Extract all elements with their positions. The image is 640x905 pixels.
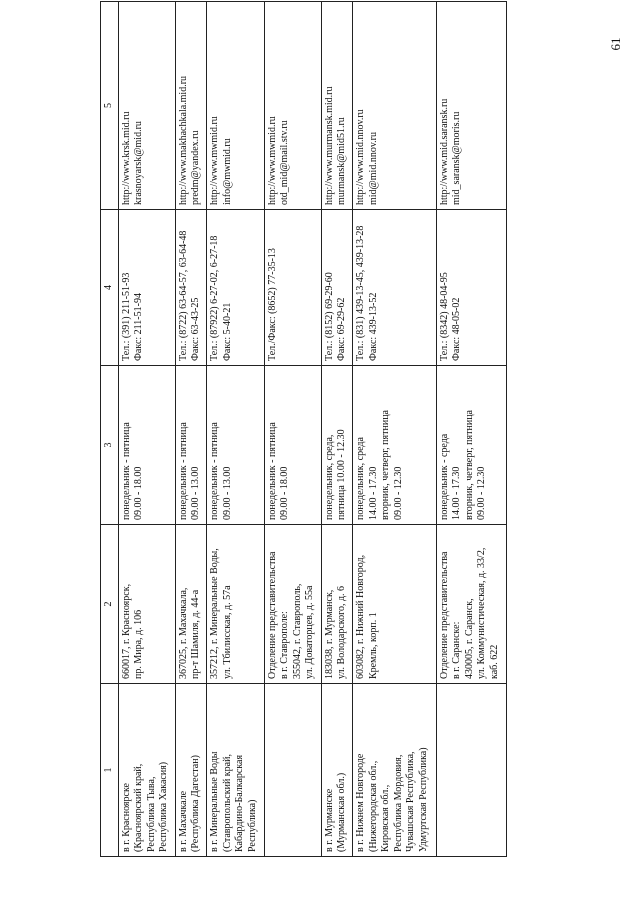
cell-line: пятница 10.00 - 12.30	[336, 429, 348, 520]
cell-line: Республика Мордовия,	[392, 754, 404, 852]
office-name-cell	[264, 684, 321, 857]
hours-cell	[264, 366, 321, 525]
phone-cell	[118, 210, 175, 366]
phone-cell	[436, 210, 506, 366]
cell-line: пр. Мира, д. 106	[133, 609, 144, 679]
cell-line: понедельник, среда,	[323, 434, 335, 520]
cell-line: (Мурманская обл.)	[336, 772, 348, 852]
cell-line: понедельник, среда	[355, 437, 367, 520]
phone-cell	[207, 210, 264, 366]
contacts-cell	[207, 2, 264, 210]
offices-table	[100, 1, 507, 857]
cell-line: 09.00 - 18.00	[279, 466, 290, 520]
contacts-cell	[118, 2, 175, 210]
cell-line: в г. Саранске:	[451, 621, 463, 679]
cell-line: Факс: 211-51-94	[133, 293, 144, 361]
cell-line[interactable]: http://www.mid.saransk.ru	[438, 98, 450, 205]
col-1-header: 1	[101, 684, 119, 857]
cell-line: 603082, г. Нижний Новгород,	[355, 554, 367, 679]
cell-line: понедельник - пятница	[120, 422, 132, 520]
cell-line[interactable]: http://www.mwmid.ru	[209, 116, 221, 205]
cell-line: Тел.: (8152) 69-29-60	[323, 272, 335, 361]
contacts-cell	[175, 2, 206, 210]
phone-cell	[321, 210, 352, 366]
cell-line: понедельник - пятница	[266, 422, 278, 520]
cell-line: Кремль, корп. 1	[367, 612, 379, 679]
col-2-header: 2	[101, 525, 119, 684]
table-row	[321, 2, 352, 857]
table-row	[207, 2, 264, 857]
cell-line: понедельник - пятница	[177, 422, 189, 520]
cell-line[interactable]: http://www.krsk.mid.ru	[120, 111, 132, 205]
document-rotated-area	[100, 47, 507, 857]
hours-cell	[436, 366, 506, 525]
cell-line: пр-т Шамиля, д. 44-а	[190, 589, 202, 679]
hours-cell	[175, 366, 206, 525]
office-name-cell	[175, 684, 206, 857]
cell-line: 09.00 - 12.30	[392, 466, 404, 520]
cell-line: понедельник - среда	[438, 433, 450, 520]
cell-line: в г. Махачкале	[177, 790, 189, 852]
col-5-header: 5	[101, 2, 119, 210]
page-number: 61	[608, 37, 623, 51]
cell-line: Тел.: (391) 211-51-93	[120, 272, 132, 361]
contacts-cell	[353, 2, 436, 210]
hours-cell	[207, 366, 264, 525]
cell-line: Удмуртская Республика)	[417, 747, 429, 852]
cell-line: Факс: 439-13-52	[367, 292, 379, 361]
cell-line: 183038, г. Мурманск,	[323, 589, 335, 679]
cell-line: 09.00 - 12.30	[476, 466, 488, 520]
cell-line: (Красноярский край,	[133, 763, 144, 852]
table-row	[353, 2, 436, 857]
cell-line: (Нижегородская обл.,	[367, 760, 379, 852]
office-name-cell	[207, 684, 264, 857]
address-cell	[264, 525, 321, 684]
cell-line: Чувашская Республика,	[405, 751, 417, 852]
cell-line: Кабардино-Балкарская	[234, 754, 246, 852]
cell-line: 09.00 - 18.00	[133, 466, 144, 520]
address-cell	[321, 525, 352, 684]
col-3-header: 3	[101, 366, 119, 525]
table-row	[118, 2, 175, 857]
cell-line[interactable]: murmansk@mid51.ru	[336, 117, 348, 205]
address-cell	[118, 525, 175, 684]
cell-line[interactable]: http://www.murmansk.mid.ru	[323, 86, 335, 205]
office-name-cell	[436, 684, 506, 857]
cell-line: 09.00 - 13.00	[190, 466, 202, 520]
cell-line: 14.00 - 17.30	[451, 466, 463, 520]
cell-line: Отделение представительства	[438, 551, 450, 679]
cell-line: Факс: 69-29-62	[336, 297, 348, 361]
cell-line: Тел.: (8342) 48-04-95	[438, 272, 450, 361]
cell-line: Факс: 63-43-25	[190, 297, 202, 361]
contacts-cell	[436, 2, 506, 210]
phone-cell	[264, 210, 321, 366]
cell-line[interactable]: http://www.mwmid.ru	[266, 116, 278, 205]
cell-line: Республика Хакасия)	[158, 761, 169, 852]
cell-line: 660017, г. Красноярск,	[120, 583, 132, 679]
table-row	[175, 2, 206, 857]
cell-line[interactable]: mid@mid.nnov.ru	[367, 131, 379, 205]
table-row	[264, 2, 321, 857]
phone-cell	[175, 210, 206, 366]
cell-line[interactable]: http://www.makhachkala.mid.ru	[177, 75, 189, 205]
contacts-cell	[321, 2, 352, 210]
cell-line[interactable]: info@mwmid.ru	[221, 138, 233, 205]
cell-line: в г. Нижнем Новгороде	[355, 753, 367, 852]
cell-line[interactable]: mid_saransk@moris.ru	[451, 111, 463, 205]
cell-line: в г. Ставрополе:	[279, 611, 290, 679]
cell-line: ул. Володарского, д. 6	[336, 585, 348, 679]
cell-line: ул. Тбилисская, д. 57а	[221, 585, 233, 679]
hours-cell	[118, 366, 175, 525]
cell-line: Тел.: (8722) 63-64-57, 63-64-48	[177, 230, 189, 361]
cell-line: каб. 622	[488, 644, 500, 679]
cell-line: понедельник - пятница	[209, 422, 221, 520]
col-4-header: 4	[101, 210, 119, 366]
cell-line: 357212, г. Минеральные Воды,	[209, 548, 221, 679]
cell-line[interactable]: otd_mid@mail.stv.ru	[279, 120, 290, 205]
address-cell	[353, 525, 436, 684]
cell-line: Тел./Факс: (8652) 77-35-13	[266, 248, 278, 361]
cell-line: в г. Минеральные Воды	[209, 751, 221, 852]
address-cell	[175, 525, 206, 684]
table-header-row	[101, 2, 119, 857]
hours-cell	[353, 366, 436, 525]
cell-line: Отделение представительства	[266, 551, 278, 679]
address-cell	[207, 525, 264, 684]
cell-line[interactable]: http://www.mid.nnov.ru	[355, 109, 367, 205]
cell-line: Факс: 5-40-21	[221, 302, 233, 361]
cell-line: Тел.: (87922) 6-27-02, 6-27-18	[209, 235, 221, 361]
address-cell	[436, 525, 506, 684]
cell-line: (Республика Дагестан)	[190, 755, 202, 852]
cell-line: 09.00 - 13.00	[221, 466, 233, 520]
cell-line: Республика Тыва,	[145, 776, 157, 852]
table-row	[436, 2, 506, 857]
cell-line: в г. Красноярске	[120, 783, 132, 852]
cell-line: Республика)	[246, 799, 258, 852]
cell-line: 355042, г. Ставрополь,	[291, 583, 303, 679]
cell-line: 367025, г. Махачкала,	[177, 587, 189, 679]
cell-line: Тел.: (831) 439-13-45, 439-13-28	[355, 225, 367, 361]
cell-line: вторник, четверг, пятница	[463, 410, 475, 520]
cell-line: вторник, четверг, пятница	[380, 410, 392, 520]
cell-line: ул. Коммунистическая, д. 33/2,	[476, 547, 488, 679]
office-name-cell	[321, 684, 352, 857]
cell-line: Кировская обл.,	[380, 784, 392, 852]
cell-line: 14.00 - 17.30	[367, 466, 379, 520]
cell-line: 430005, г. Саранск,	[463, 598, 475, 679]
cell-line: ул. Доваторцев, д. 55а	[304, 585, 315, 679]
cell-line[interactable]: predm@yandex.ru	[190, 130, 202, 205]
cell-line: в г. Мурманске	[323, 788, 335, 852]
contacts-cell	[264, 2, 321, 210]
phone-cell	[353, 210, 436, 366]
office-name-cell	[118, 684, 175, 857]
office-name-cell	[353, 684, 436, 857]
cell-line: Факс: 48-05-02	[451, 297, 463, 361]
cell-line[interactable]: krasnoyarsk@mid.ru	[133, 121, 144, 205]
hours-cell	[321, 366, 352, 525]
cell-line: (Ставропольский край,	[221, 754, 233, 852]
